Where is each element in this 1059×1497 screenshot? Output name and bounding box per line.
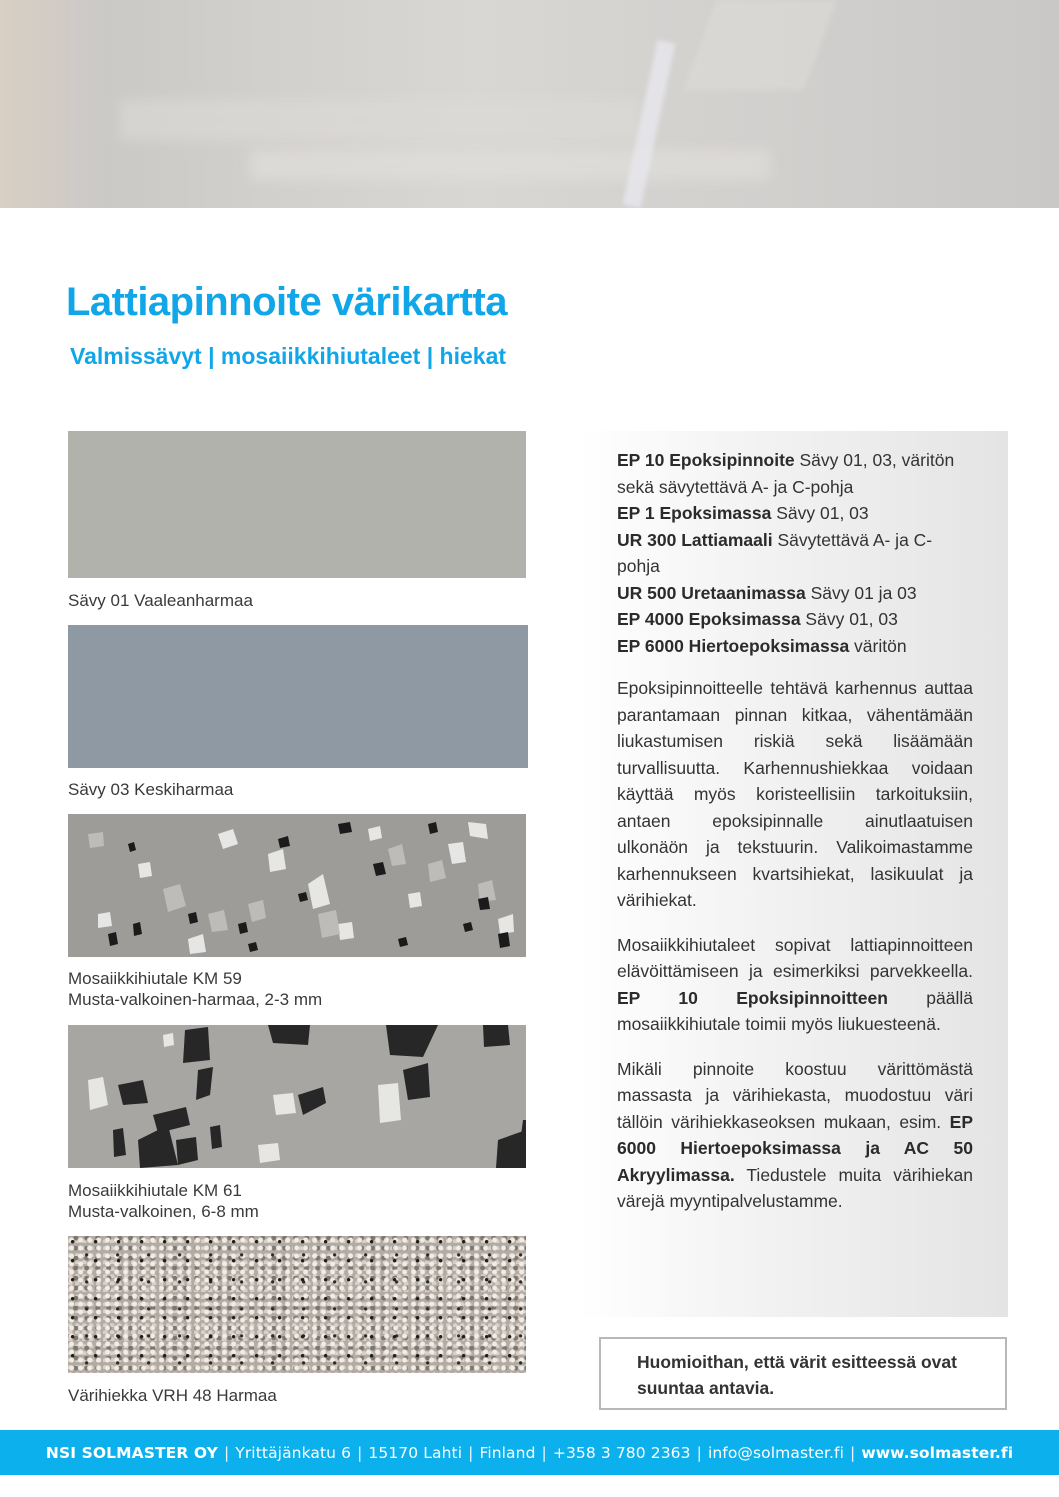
swatch-caption-line: Sävy 01 Vaaleanharmaa <box>68 591 253 610</box>
product-item: UR 500 Uretaanimassa Sävy 01 ja 03 <box>617 582 917 603</box>
swatch-caption-line: Sävy 03 Keskiharmaa <box>68 780 234 799</box>
swatch-caption-line: Värihiekka VRH 48 Harmaa <box>68 1386 277 1405</box>
swatch-vrh-48 <box>68 1236 526 1373</box>
color-disclaimer-box <box>599 1337 1007 1410</box>
footer-contact-bar: NSI SOLMASTER OY | Yrittäjänkatu 6 | 15170 Lahti | Finland | +358 3 780 2363 | info@solmaster.fi | www.solmaster.fi <box>0 1430 1059 1475</box>
product-item: EP 10 Epoksipinnoite Sävy 01, 03, väritön sekä sävytettävä A- ja C-pohja <box>617 450 955 497</box>
swatch-caption-line: Musta-valkoinen, 6-8 mm <box>68 1202 259 1221</box>
product-list <box>617 447 973 659</box>
small-flakes-texture <box>68 814 526 957</box>
postal-city: 15170 Lahti <box>368 1443 463 1462</box>
swatch-caption-line: Mosaiikkihiutale KM 61 <box>68 1181 242 1200</box>
hero-image <box>0 0 1059 208</box>
swatch-caption <box>68 590 253 611</box>
country: Finland <box>479 1443 536 1462</box>
color-disclaimer-text: Huomioithan, että värit esitteessä ovat suuntaa antavia. <box>637 1352 957 1398</box>
website-link[interactable]: www.solmaster.fi <box>861 1443 1014 1462</box>
paragraph-mosaic-flakes: Mosaiikkihiutaleet sopivat lattiapinnoitteen elävöittämiseen ja esimerkiksi parvekkeella. EP 10 Epoksipinnoitteen päällä mosaiikkihiutale toimii myös liukuesteenä. <box>617 934 974 1034</box>
paragraph-roughening: Epoksipinnoitteelle tehtävä karhennus auttaa parantamaan pinnan kitkaa, vähentämään liukastumisen riskiä sekä lisäämään turvallisuutta. Karhennushiekkaa voidaan käyttää myös koristeellisiin tarkoituksiin, antaen epoksipinnalle ainutlaatuisen ulkonäön ja tekstuurin. Valikoimastamme karhennukseen kvartsihiekat, lasikuulat ja värihiekat. <box>617 678 973 910</box>
paragraph-colored-sand: Mikäli pinnoite koostuu värittömästä massasta ja värihiekasta, muodostuu väri tällöin värihiekkaseoksen mukaan, esim. EP 6000 Hiertoepoksimassa ja AC 50 Akryylimassa. Tiedustele muita värihiekan värejä myyntipalvelustamme. <box>617 1058 973 1211</box>
phone-number[interactable]: +358 3 780 2363 <box>552 1443 691 1462</box>
swatch-caption <box>68 779 233 800</box>
address: Yrittäjänkatu 6 <box>235 1443 352 1462</box>
swatch-km-59 <box>68 814 526 957</box>
swatch-caption <box>68 968 322 1010</box>
swatch-km-61 <box>68 1025 526 1168</box>
swatch-caption-line: Musta-valkoinen-harmaa, 2-3 mm <box>68 990 323 1009</box>
page-title: Lattiapinnoite värikartta <box>66 280 507 324</box>
email-link[interactable]: info@solmaster.fi <box>707 1443 844 1462</box>
product-info-panel <box>577 431 1008 1317</box>
swatch-caption-line: Mosaiikkihiutale KM 59 <box>68 969 242 988</box>
large-flakes-texture <box>68 1025 526 1168</box>
swatch-savy-01 <box>68 431 526 578</box>
company-name: NSI SOLMASTER OY <box>45 1443 218 1462</box>
swatch-savy-03 <box>68 625 528 768</box>
product-item: EP 6000 Hiertoepoksimassa väritön <box>617 635 907 656</box>
page-subtitle: Valmissävyt | mosaiikkihiutaleet | hiekat <box>70 343 507 369</box>
product-item: UR 300 Lattiamaali Sävytettävä A- ja C-pohja <box>617 529 933 576</box>
product-item: EP 4000 Epoksimassa Sävy 01, 03 <box>617 609 898 629</box>
product-item: EP 1 Epoksimassa Sävy 01, 03 <box>617 503 869 523</box>
swatch-caption <box>68 1180 259 1222</box>
swatch-caption <box>68 1385 277 1406</box>
